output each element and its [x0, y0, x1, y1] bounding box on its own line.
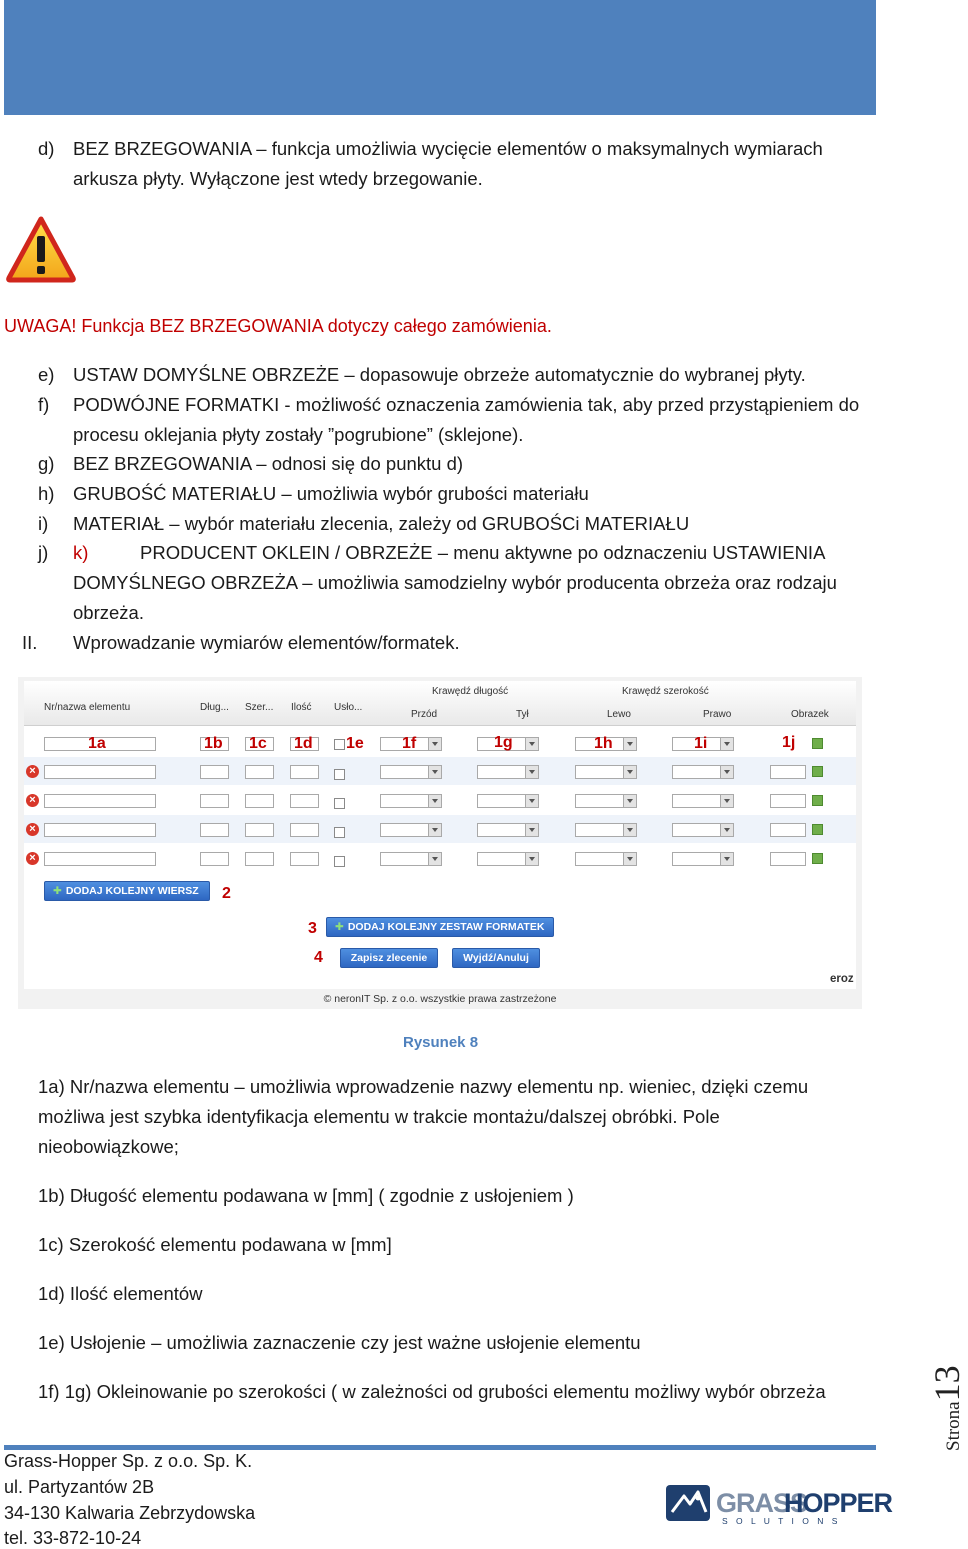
col-edge-width: Krawędź szerokość	[622, 686, 709, 697]
annotation-4: 4	[314, 949, 323, 966]
col-edge-length: Krawędź długość	[432, 686, 509, 697]
veneer-image-icon[interactable]	[812, 853, 823, 864]
company-phone: tel. 33-872-10-24	[4, 1528, 142, 1548]
item-label-h: h)	[38, 483, 55, 504]
edge-right-select[interactable]	[672, 852, 734, 866]
company-street: ul. Partyzantów 2B	[4, 1477, 155, 1497]
grain-checkbox[interactable]	[334, 769, 345, 780]
qty-input[interactable]	[290, 794, 319, 808]
item-label-k: k)	[73, 542, 89, 563]
item-text-g: BEZ BRZEGOWANIA – odnosi się do punktu d)	[73, 453, 464, 474]
plus-icon: ✚	[53, 885, 62, 897]
name-input[interactable]	[44, 852, 156, 866]
veneer-image-icon[interactable]	[812, 795, 823, 806]
add-row-button[interactable]	[44, 881, 210, 901]
section-title-ii: Wprowadzanie wymiarów elementów/formatek.	[73, 632, 460, 653]
item-text-d-cont: arkusza płyty. Wyłączone jest wtedy brzegowanie.	[73, 168, 483, 189]
form-panel	[24, 681, 856, 989]
item-text-d: BEZ BRZEGOWANIA – funkcja umożliwia wycięcie elementów o maksymalnych wymiarach	[73, 138, 823, 159]
col-veneer: Obrazek	[791, 709, 829, 720]
annotation-1e: 1e	[346, 735, 364, 752]
width-input[interactable]	[245, 765, 274, 779]
edge-front-select[interactable]	[380, 794, 442, 808]
delete-row-icon[interactable]: ×	[26, 852, 39, 865]
col-front: Przód	[411, 709, 438, 720]
veneer-input[interactable]	[770, 823, 806, 837]
annotation-1a: 1a	[88, 735, 106, 752]
veneer-input[interactable]	[770, 794, 806, 808]
annotation-1c: 1c	[249, 735, 267, 752]
cut-label: eroz	[830, 973, 854, 985]
item-text-f: PODWÓJNE FORMATKI - możliwość oznaczenia zamówienia tak, aby przed przystąpieniem do	[73, 394, 860, 415]
grain-checkbox[interactable]	[334, 739, 345, 750]
annotation-1g: 1g	[494, 734, 513, 751]
desc-1a: 1a) Nr/nazwa elementu – umożliwia wprowadzenie nazwy elementu np. wieniec, dzięki czemu	[38, 1076, 809, 1097]
edge-left-select[interactable]	[575, 765, 637, 779]
page-number	[927, 1330, 967, 1450]
item-text-k-cont: DOMYŚLNEGO OBRZEŻA – umożliwia samodzielny wybór producenta obrzeża oraz rodzaju	[73, 572, 837, 593]
exit-cancel-button[interactable]: Wyjdź/Anuluj	[452, 948, 540, 968]
section-label-ii: II.	[22, 632, 38, 653]
form-footer: © neronIT Sp. z o.o. wszystkie prawa zastrzeżone	[323, 993, 557, 1005]
add-set-button[interactable]	[326, 917, 554, 937]
company-city: 34-130 Kalwaria Zebrzydowska	[4, 1503, 256, 1523]
veneer-image-icon[interactable]	[812, 738, 823, 749]
edge-right-select[interactable]	[672, 765, 734, 779]
grain-checkbox[interactable]	[334, 856, 345, 867]
edge-left-select[interactable]	[575, 823, 637, 837]
item-text-k-cont2: obrzeża.	[73, 602, 144, 623]
edge-front-select[interactable]	[380, 823, 442, 837]
item-text-e: USTAW DOMYŚLNE OBRZEŻE – dopasowuje obrzeże automatycznie do wybranej płyty.	[73, 364, 806, 385]
add-set-label: DODAJ KOLEJNY ZESTAW FORMATEK	[347, 921, 545, 933]
annotation-3: 3	[308, 920, 317, 937]
edge-right-select[interactable]	[672, 823, 734, 837]
desc-1c: 1c) Szerokość elementu podawana w [mm]	[38, 1234, 392, 1255]
form-row-0	[24, 729, 856, 757]
edge-back-select[interactable]	[477, 823, 539, 837]
form-screenshot	[18, 677, 862, 1009]
edge-back-select[interactable]	[477, 765, 539, 779]
item-text-i: MATERIAŁ – wybór materiału zlecenia, zależy od GRUBOŚCi MATERIAŁU	[73, 513, 690, 534]
item-text-h: GRUBOŚĆ MATERIAŁU – umożliwia wybór grubości materiału	[73, 483, 589, 504]
edge-front-select[interactable]	[380, 852, 442, 866]
logo-word-grass: GRASS	[716, 1488, 808, 1518]
figure-caption: Rysunek 8	[403, 1034, 479, 1051]
form-row-2	[24, 786, 856, 814]
veneer-image-icon[interactable]	[812, 766, 823, 777]
annotation-1d: 1d	[294, 735, 313, 752]
qty-input[interactable]	[290, 823, 319, 837]
desc-1d: 1d) Ilość elementów	[38, 1283, 203, 1304]
item-text-f-cont: procesu oklejania płyty zostały ”pogrubione” (sklejone).	[73, 424, 524, 445]
qty-input[interactable]	[290, 765, 319, 779]
col-back: Tył	[516, 709, 529, 720]
annotation-1i: 1i	[694, 735, 708, 752]
desc-1a-cont: możliwa jest szybka identyfikacja elementu w trakcie montażu/dalszej obróbki. Pole	[38, 1106, 720, 1127]
col-length: Dług...	[200, 702, 229, 713]
item-label-f: f)	[38, 394, 50, 415]
length-input[interactable]	[200, 765, 229, 779]
item-label-d: d)	[38, 138, 55, 159]
desc-1a-cont2: nieobowiązkowe;	[38, 1136, 179, 1157]
item-label-e: e)	[38, 364, 55, 385]
desc-1f-1g: 1f) 1g) Okleinowanie po szerokości ( w zależności od grubości elementu możliwy wybór obrzeża	[38, 1381, 826, 1402]
desc-1e: 1e) Usłojenie – umożliwia zaznaczenie czy jest ważne usłojenie elementu	[38, 1332, 641, 1353]
name-input[interactable]	[44, 794, 156, 808]
form-row-1	[24, 757, 856, 785]
page-num: 13	[927, 1365, 967, 1402]
form-row-3	[24, 815, 856, 843]
desc-1b: 1b) Długość elementu podawana w [mm] ( zgodnie z usłojeniem )	[38, 1185, 574, 1206]
width-input[interactable]	[245, 794, 274, 808]
length-input[interactable]	[200, 794, 229, 808]
veneer-input[interactable]	[770, 765, 806, 779]
col-name: Nr/nazwa elementu	[44, 702, 131, 713]
save-order-button[interactable]: Zapisz zlecenie	[340, 948, 438, 968]
edge-left-select[interactable]	[575, 794, 637, 808]
delete-row-icon[interactable]: ×	[26, 765, 39, 778]
header-band	[4, 0, 876, 115]
name-input[interactable]	[44, 765, 156, 779]
plus-icon: ✚	[335, 921, 344, 933]
warning-text: UWAGA! Funkcja BEZ BRZEGOWANIA dotyczy całego zamówienia.	[4, 316, 552, 336]
logo-word-hopper: HOPPER	[784, 1488, 893, 1518]
length-input[interactable]	[200, 823, 229, 837]
annotation-1f: 1f	[402, 735, 417, 752]
col-qty: Ilość	[291, 702, 312, 713]
grain-checkbox[interactable]	[334, 827, 345, 838]
veneer-image-icon[interactable]	[812, 824, 823, 835]
grain-checkbox[interactable]	[334, 798, 345, 809]
width-input[interactable]	[245, 852, 274, 866]
form-header	[24, 681, 856, 726]
col-left: Lewo	[607, 709, 631, 720]
col-right: Prawo	[703, 709, 732, 720]
page-label: Strona	[943, 1401, 964, 1451]
col-width: Szer...	[245, 702, 274, 713]
edge-front-select[interactable]	[380, 765, 442, 779]
item-text-k: PRODUCENT OKLEIN / OBRZEŻE – menu aktywne po odznaczeniu USTAWIENIA	[140, 542, 826, 563]
form-row-4	[24, 844, 856, 872]
col-grain: Usło...	[334, 702, 363, 713]
delete-row-icon[interactable]: ×	[26, 794, 39, 807]
length-input[interactable]	[200, 852, 229, 866]
item-label-j: j)	[38, 542, 49, 563]
warning-icon	[6, 216, 76, 282]
item-label-i: i)	[38, 513, 49, 534]
add-row-label: DODAJ KOLEJNY WIERSZ	[65, 885, 199, 897]
name-input[interactable]	[44, 823, 156, 837]
annotation-2: 2	[222, 885, 231, 902]
annotation-1b: 1b	[204, 735, 223, 752]
edge-right-select[interactable]	[672, 794, 734, 808]
annotation-1h: 1h	[594, 735, 613, 752]
grasshopper-logo	[664, 1482, 893, 1528]
item-label-g: g)	[38, 453, 55, 474]
logo-tagline: S O L U T I O N S	[722, 1516, 841, 1526]
veneer-input[interactable]	[770, 852, 806, 866]
qty-input[interactable]	[290, 852, 319, 866]
edge-left-select[interactable]	[575, 852, 637, 866]
edge-back-select[interactable]	[477, 794, 539, 808]
width-input[interactable]	[245, 823, 274, 837]
edge-back-select[interactable]	[477, 852, 539, 866]
company-name: Grass-Hopper Sp. z o.o. Sp. K.	[4, 1451, 253, 1471]
delete-row-icon[interactable]: ×	[26, 823, 39, 836]
annotation-1j: 1j	[782, 734, 796, 751]
